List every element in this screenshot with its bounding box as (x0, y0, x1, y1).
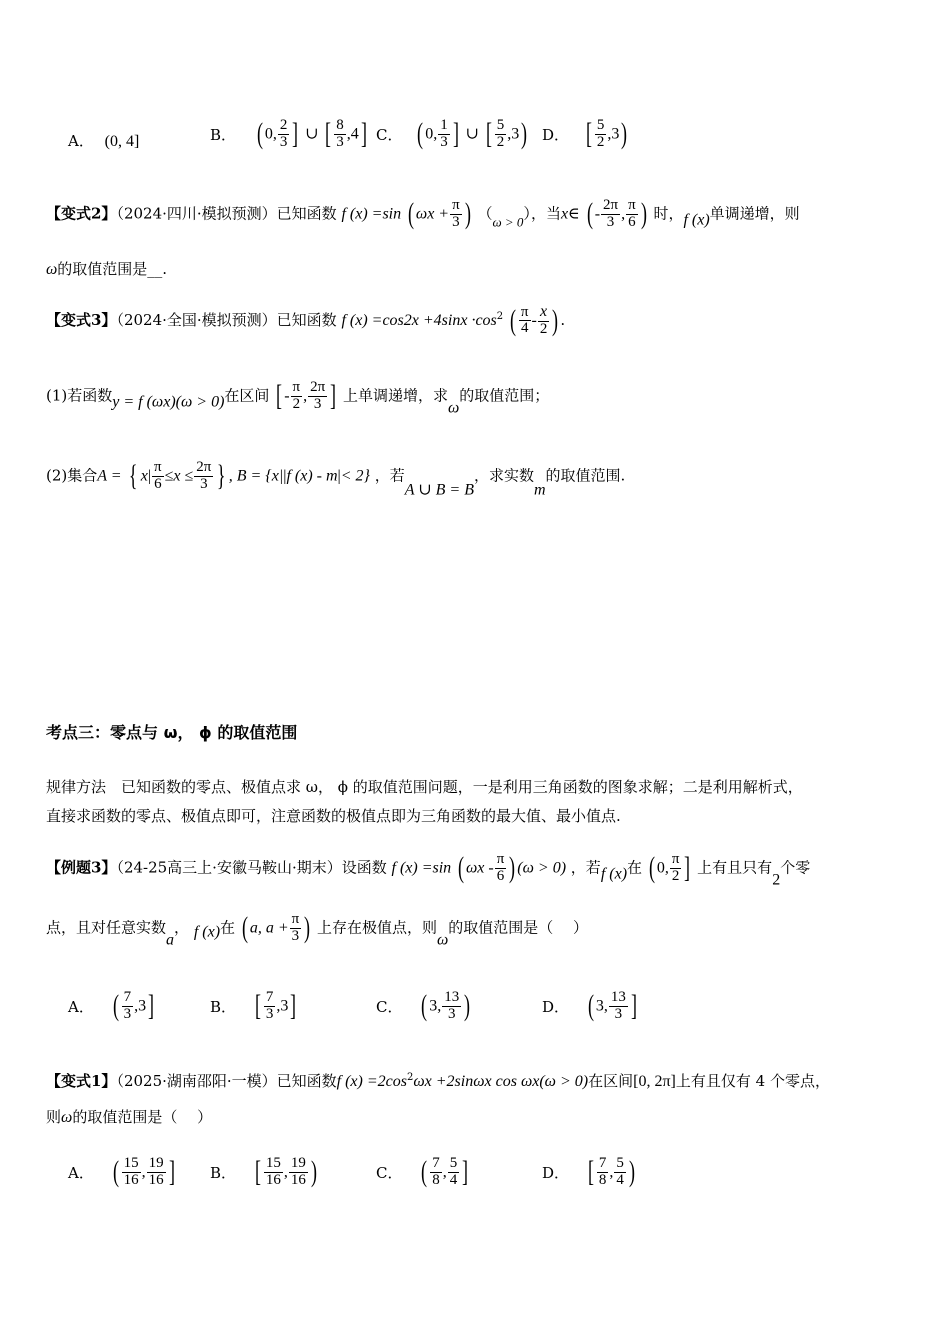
variant1b-option-b: B． [ $\frac{15}{16}$ , $\frac{19}{16}$ ) (210, 1155, 317, 1189)
example3-tag: 【例题3】 (46, 858, 117, 877)
example3-option-a: A． ( $\frac{7}{3}$ ,3] (68, 989, 155, 1023)
variant3-line1: 【变式3】（2024·全国·模拟预测）已知函数 f $(x) =\cos 2x +4\sin x \cdot\cos^2$ ( $\frac{\pi}{4}$ - $\frac{x}{2}$ ) . (46, 303, 566, 337)
method-line2: 直接求函数的零点、极值点即可，注意函数的极值点即为三角函数的最大值、最小值点. (46, 807, 621, 825)
example3-line2: 点，且对任意实数a， f (x)在 ( a, a + $\frac{\pi}{3}$ ) 上存在极值点，则ω的取值范围是（ ） (46, 911, 589, 949)
variant2-tag: 【变式2】 (46, 204, 117, 223)
option-d-prev: D． [ $\frac{5}{2}$ ,3) (542, 117, 628, 151)
variant3-part2: (2)集合A = { x| $\frac{\pi}{6}$ ≤x ≤ $\frac{2\pi}{3}$ } , B = {x||f (x) - m|< 2} ，若A ∪ B = B，求实数m的取值范围. (46, 459, 626, 499)
variant2-line1: 【变式2】（2024·四川·模拟预测）已知函数 f (x) =sin ( ωx + $\frac{\pi}{3}$ ) （ω > 0），当x∈ ( - $\frac{2\pi}{3}$ , $\frac{\pi}{6}$ ) 时，f (x)单调递增，则 (46, 197, 800, 231)
variant1b-option-a: A． ( $\frac{15}{16}$ , $\frac{19}{16}$ ] (68, 1155, 175, 1189)
example3-option-d: D． ( 3, $\frac{13}{3}$ ] (542, 989, 637, 1023)
example3-option-c: C． ( 3, $\frac{13}{3}$ ) (376, 989, 471, 1023)
example3-line1: 【例题3】（24-25高三上·安徽马鞍山·期末）设函数 f (x) =sin ( ωx - $\frac{\pi}{6}$ ) (ω > 0) ，若f (x)在 ( 0, $\frac{\pi}{2}$ ] 上有且只有2个零 (46, 851, 811, 889)
option-c-prev: C． ( 0, $\frac{1}{3}$ ] ∪ [ $\frac{5}{2}$ ,3) (376, 117, 528, 151)
option-a-prev-math: (0, 4] (104, 133, 140, 150)
variant3-tag: 【变式3】 (46, 310, 117, 329)
variant1b-tag: 【变式1】 (46, 1072, 117, 1090)
variant1b-option-d: D． [ $\frac{7}{8}$ , $\frac{5}{4}$ ) (542, 1155, 635, 1189)
variant1b-option-c: C． ( $\frac{7}{8}$ , $\frac{5}{4}$ ] (376, 1155, 469, 1189)
section3-title: 考点三：零点与 ω， ϕ 的取值范围 (46, 723, 298, 742)
option-b-prev: B． ( 0, $\frac{2}{3}$ ] ∪ [ $\frac{8}{3}$ ,4] (210, 117, 367, 151)
variant2-line2: ω的取值范围是__. (46, 260, 168, 278)
method-line1: 规律方法 已知函数的零点、极值点求 ω， ϕ 的取值范围问题，一是利用三角函数的图象求解；二是利用解析式， (46, 778, 803, 796)
variant1b-line1: 【变式1】（2025·湖南邵阳·一模）已知函数f $(x) =2\cos^2\omega x +2\sin\omega x$ cos ωx(ω > 0)在区间[0, 2π]上有且仅有 4 个零点， (46, 1072, 830, 1090)
variant3-part1: (1)若函数y = f (ωx)(ω > 0)在区间 [ - $\frac{\pi}{2}$ , $\frac{2\pi}{3}$ ] 上单调递增，求ω的取值范围； (46, 379, 550, 417)
variant1b-line2: 则ω的取值范围是（ ） (46, 1108, 213, 1126)
example3-option-b: B． [ $\frac{7}{3}$ ,3] (210, 989, 297, 1023)
option-a-prev: A． (0, 4] (68, 132, 140, 150)
